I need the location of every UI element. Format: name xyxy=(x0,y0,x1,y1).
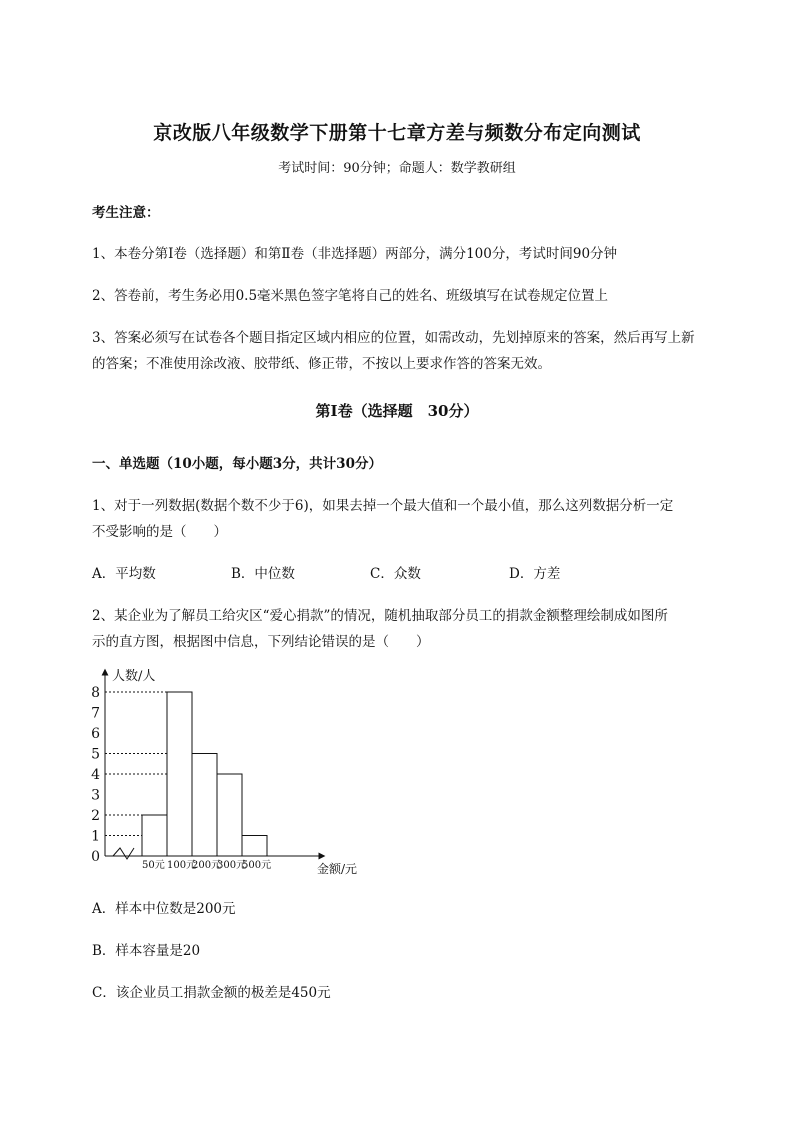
notice-item-3: 3、答案必须写在试卷各个题目指定区域内相应的位置，如需改动，先划掉原来的答案，然后再写上新 xyxy=(92,330,695,346)
q1-stem-line2: 不受影响的是（ ） xyxy=(92,524,227,540)
q2-option-b[interactable]: B．样本容量是20 xyxy=(92,943,201,959)
y-tick-label: 7 xyxy=(91,705,100,722)
x-tick-label: 200元 xyxy=(192,860,222,871)
x-tick-label: 300元 xyxy=(217,860,247,871)
y-tick-label: 5 xyxy=(91,746,100,763)
x-tick-label: 100元 xyxy=(167,860,197,871)
histogram-bar xyxy=(142,815,167,856)
histogram-bar xyxy=(217,774,242,856)
y-tick-label: 2 xyxy=(91,808,100,824)
histogram-chart xyxy=(80,660,380,882)
y-tick-label: 0 xyxy=(91,849,100,865)
notice-heading: 考生注意： xyxy=(92,205,160,221)
y-axis-label: 人数/人 xyxy=(112,669,156,684)
part-title: 一、单选题（10小题，每小题3分，共计30分） xyxy=(92,456,382,472)
y-tick-label: 6 xyxy=(91,726,100,742)
notice-item-3-cont: 的答案；不准使用涂改液、胶带纸、修正带，不按以上要求作答的答案无效。 xyxy=(92,356,551,372)
notice-item-1: 1、本卷分第I卷（选择题）和第Ⅱ卷（非选择题）两部分，满分100分，考试时间90分钟 xyxy=(92,246,618,262)
notice-item-2: 2、答卷前，考生务必用0.5毫米黑色签字笔将自己的姓名、班级填写在试卷规定位置上 xyxy=(92,288,609,304)
histogram-bar xyxy=(167,692,192,856)
x-tick-label: 500元 xyxy=(242,860,272,871)
section-title: 第I卷（选择题 30分） xyxy=(315,402,479,420)
histogram-bar xyxy=(192,754,217,857)
q2-option-c[interactable]: C．该企业员工捐款金额的极差是450元 xyxy=(92,985,331,1001)
q1-option-c[interactable]: C．众数 xyxy=(370,566,421,582)
x-axis-label: 金额/元 xyxy=(317,862,358,876)
q2-stem-line1: 2、某企业为了解员工给灾区“爱心捐款”的情况，随机抽取部分员工的捐款金额整理绘制成如图所 xyxy=(92,608,668,624)
page-subtitle: 考试时间：90分钟；命题人：数学教研组 xyxy=(278,161,516,176)
page-title: 京改版八年级数学下册第十七章方差与频数分布定向测试 xyxy=(153,122,641,144)
histogram-bar xyxy=(242,836,267,857)
y-tick-label: 4 xyxy=(91,767,100,783)
y-tick-label: 8 xyxy=(91,685,100,701)
y-tick-label: 1 xyxy=(91,828,100,845)
q1-option-d[interactable]: D．方差 xyxy=(509,566,561,582)
axis-break-mark xyxy=(113,848,134,859)
y-tick-label: 3 xyxy=(91,787,100,804)
q1-option-b[interactable]: B．中位数 xyxy=(231,566,295,582)
q2-stem-line2: 示的直方图，根据图中信息，下列结论错误的是（ ） xyxy=(92,634,430,650)
q1-option-a[interactable]: A．平均数 xyxy=(92,566,156,582)
q2-option-a[interactable]: A．样本中位数是200元 xyxy=(92,901,236,917)
q1-stem-line1: 1、对于一列数据(数据个数不少于6)，如果去掉一个最大值和一个最小值，那么这列数据分析一定 xyxy=(92,498,674,514)
x-tick-label: 50元 xyxy=(142,860,165,871)
